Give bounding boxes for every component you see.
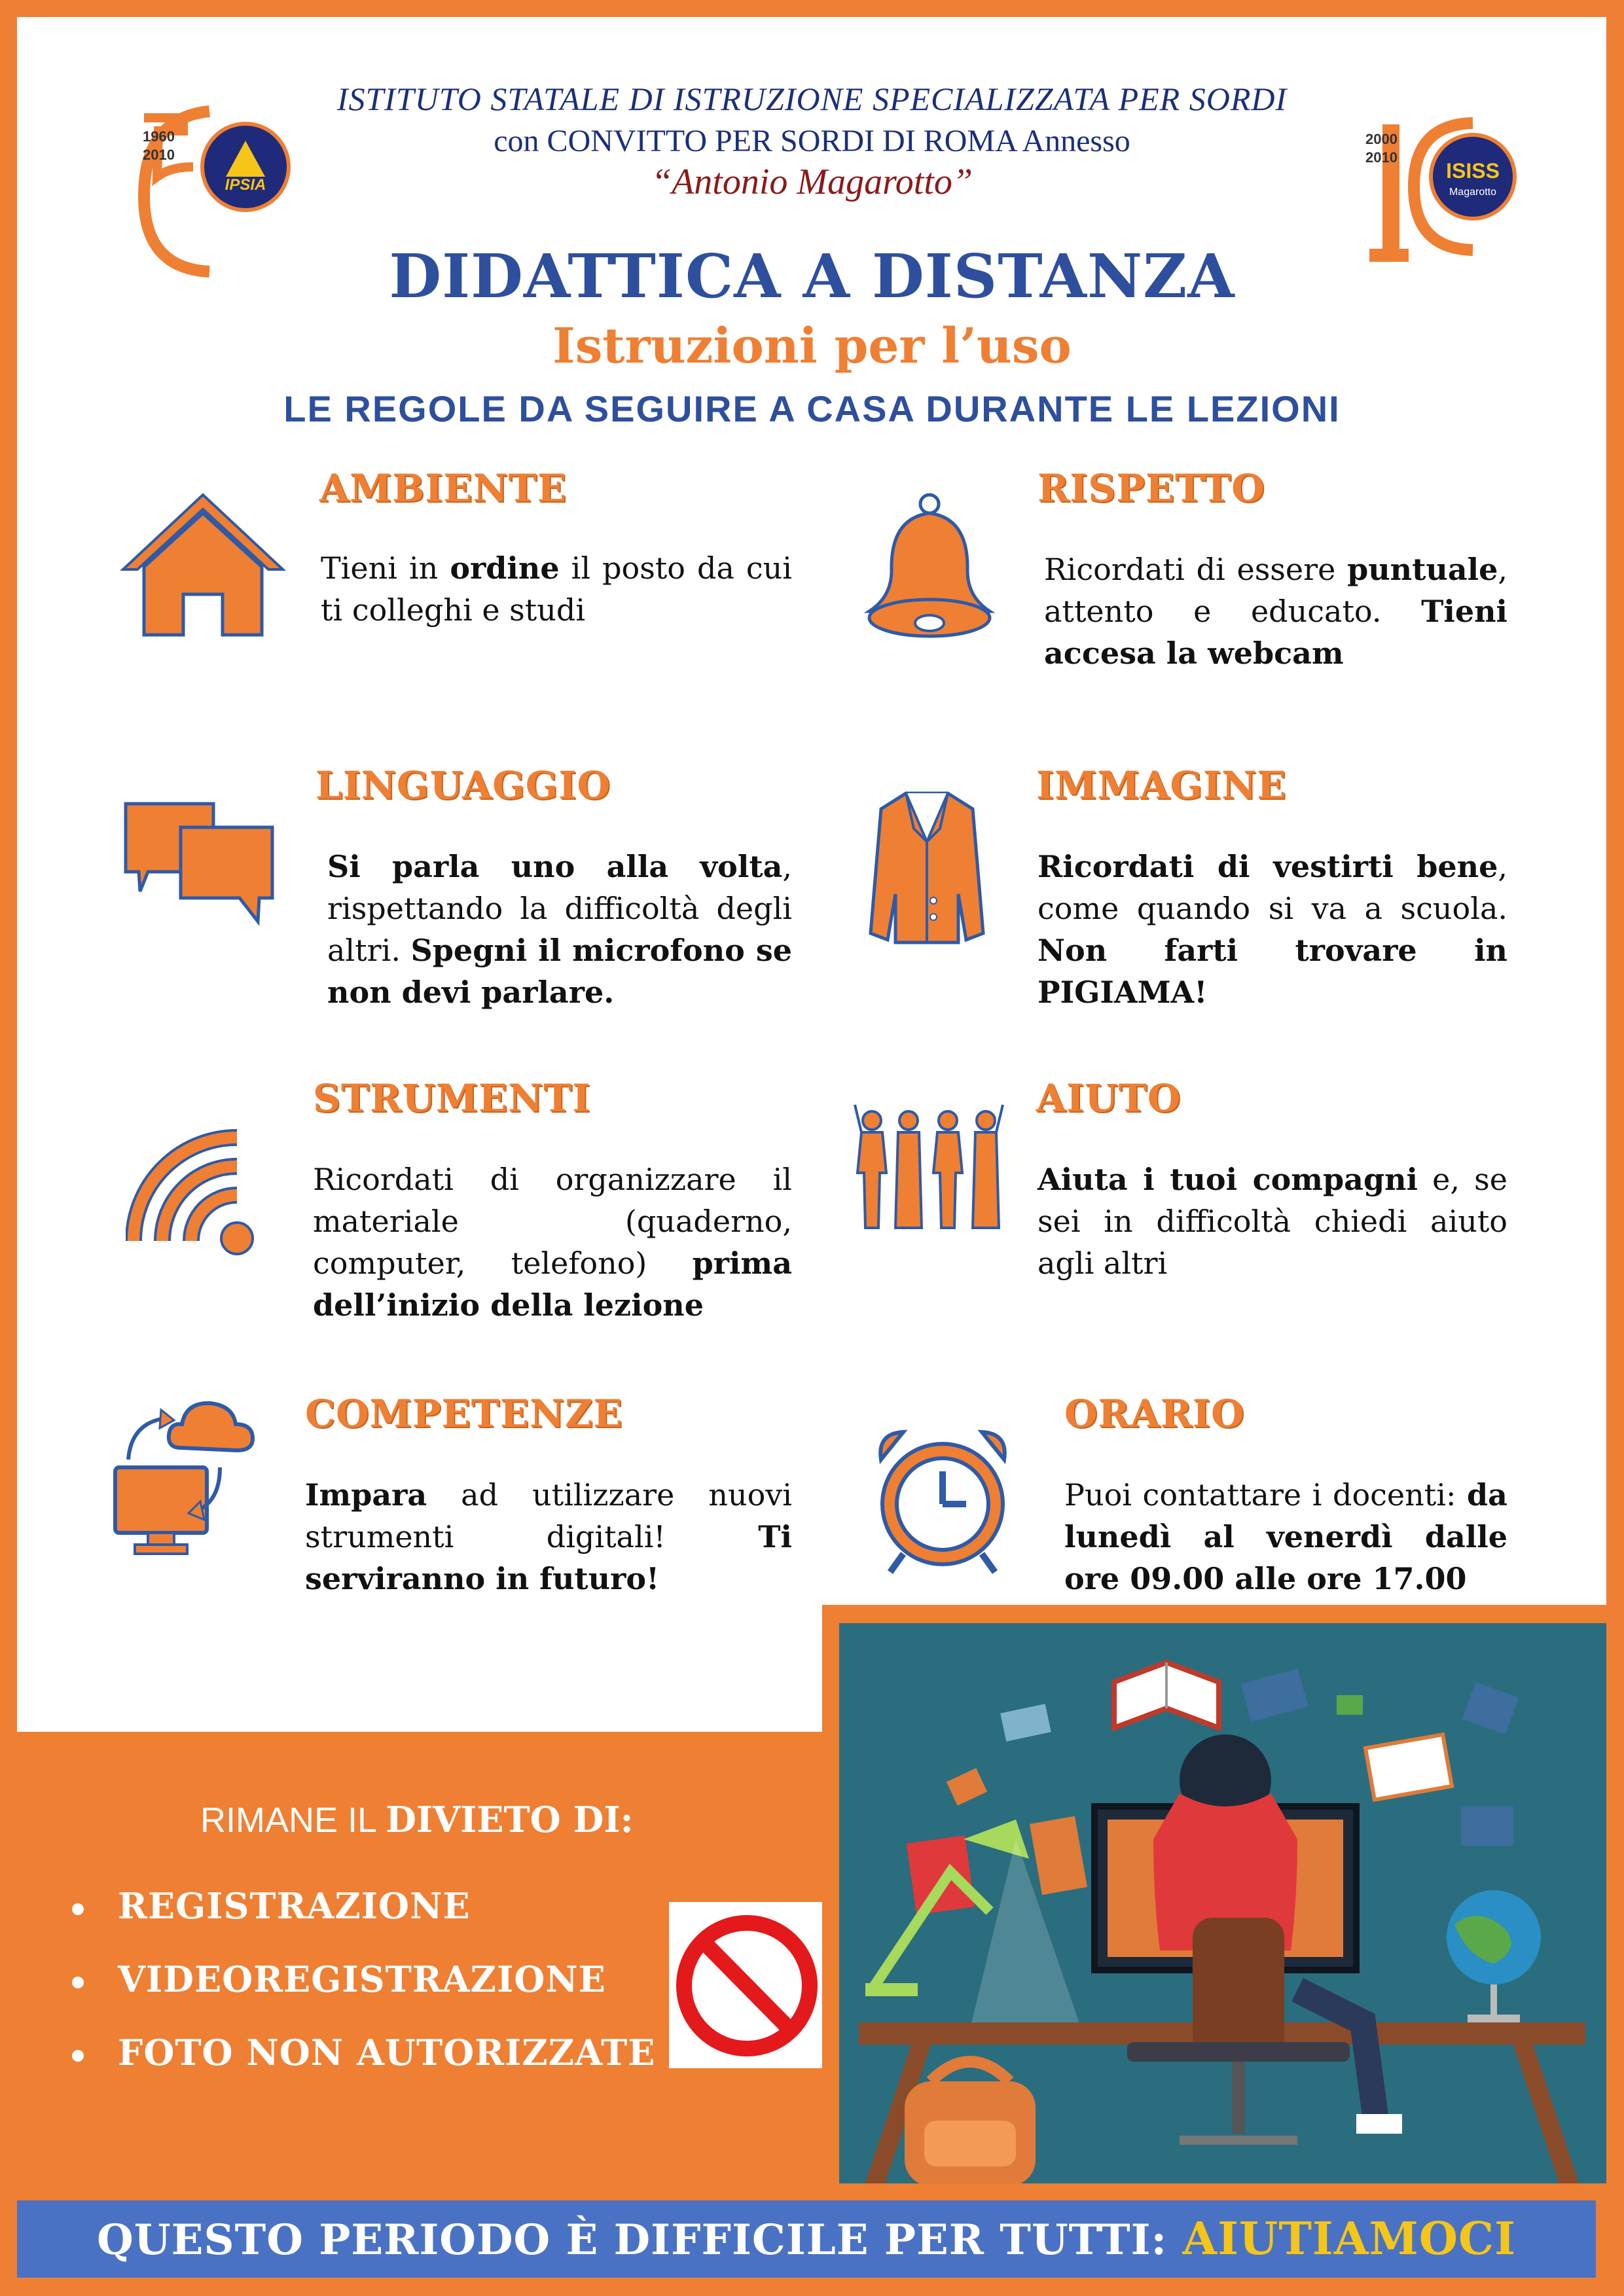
- section-title-aiuto: AIUTO: [1036, 1076, 1182, 1121]
- logo-right-year-top: 2000: [1365, 131, 1398, 147]
- footer-banner: [17, 2200, 1596, 2278]
- section-text-ambiente: Tieni in ordine il posto da cui ti colleghi e studi: [321, 550, 792, 628]
- section-text-immagine: Ricordati di vestirti bene, come quando si va a scuola. Non farti trovare in PIGIAMA!: [1038, 849, 1507, 1010]
- cloud-computer-icon: [109, 1382, 272, 1559]
- institute-name: ISTITUTO STATALE DI ISTRUZIONE SPECIALIZZATA PER SORDI: [336, 81, 1288, 117]
- jacket-icon: [868, 789, 986, 946]
- ban-item: FOTO NON AUTORIZZATE: [72, 2032, 655, 2105]
- wifi-signal-icon: [126, 1110, 270, 1267]
- bell-icon: [864, 492, 995, 643]
- illustration-student-at-desk: [839, 1623, 1606, 2183]
- section-text-competenze: Impara ad utilizzare nuovi strumenti digitali! Ti serviranno in futuro!: [305, 1477, 792, 1596]
- logo-right-badge-sub: Magarotto: [1449, 187, 1497, 198]
- page-title: DIDATTICA A DISTANZA: [389, 241, 1235, 312]
- footer-highlight: AIUTIAMOCI: [1182, 2213, 1516, 2265]
- section-title-rispetto: RISPETTO: [1038, 466, 1265, 511]
- section-text-strumenti: Ricordati di organizzare il materiale (quaderno, computer, telefono) prima dell’inizio della lezione: [313, 1162, 792, 1323]
- section-text-aiuto: Aiuta i tuoi compagni e, se sei in difficoltà chiedi aiuto agli altri: [1038, 1162, 1507, 1281]
- section-text-rispetto: Ricordati di essere puntuale, attento e educato. Tieni accesa la webcam: [1044, 552, 1507, 671]
- section-text-orario: Puoi contattare i docenti: da lunedì al venerdì dalle ore 09.00 alle ore 17.00: [1064, 1477, 1507, 1596]
- institute-dedication: “Antonio Magarotto”: [651, 162, 973, 202]
- ban-item: REGISTRAZIONE: [72, 1885, 655, 1958]
- section-title-immagine: IMMAGINE: [1036, 763, 1287, 808]
- rules-heading: LE REGOLE DA SEGUIRE A CASA DURANTE LE LEZIONI: [283, 388, 1341, 429]
- footer-text: QUESTO PERIODO È DIFFICILE PER TUTTI: AIUTIAMOCI: [97, 2213, 1516, 2265]
- speech-bubbles-icon: [122, 800, 279, 931]
- prohibited-icon: [669, 1902, 825, 2068]
- ban-heading: RIMANE IL DIVIETO DI:: [200, 1799, 634, 1840]
- page-subtitle: Istruzioni per l’uso: [552, 318, 1072, 374]
- section-title-ambiente: AMBIENTE: [319, 466, 567, 511]
- section-title-strumenti: STRUMENTI: [313, 1076, 591, 1121]
- section-title-orario: ORARIO: [1064, 1391, 1245, 1436]
- section-text-linguaggio: Si parla uno alla volta, rispettando la difficoltà degli altri. Spegni il microfono se non devi parlare.: [327, 849, 793, 1010]
- logo-left-year-bottom: 2010: [143, 147, 175, 163]
- logo-right-year-bottom: 2010: [1365, 149, 1398, 166]
- section-title-linguaggio: LINGUAGGIO: [316, 763, 611, 808]
- alarm-clock-icon: [871, 1427, 1015, 1577]
- institute-subline: con CONVITTO PER SORDI DI ROMA Annesso: [494, 124, 1130, 158]
- people-group-icon: [852, 1101, 1005, 1232]
- ban-list: [72, 1885, 655, 2105]
- logo-right-badge: ISISS: [1446, 159, 1500, 183]
- logo-left-year-top: 1960: [143, 128, 175, 145]
- prohibited-sign: [669, 1902, 825, 2068]
- ban-item: VIDEOREGISTRAZIONE: [72, 1958, 655, 2032]
- section-title-competenze: COMPETENZE: [305, 1391, 623, 1436]
- logo-left-badge: IPSIA: [225, 176, 266, 194]
- house-icon: [118, 490, 288, 640]
